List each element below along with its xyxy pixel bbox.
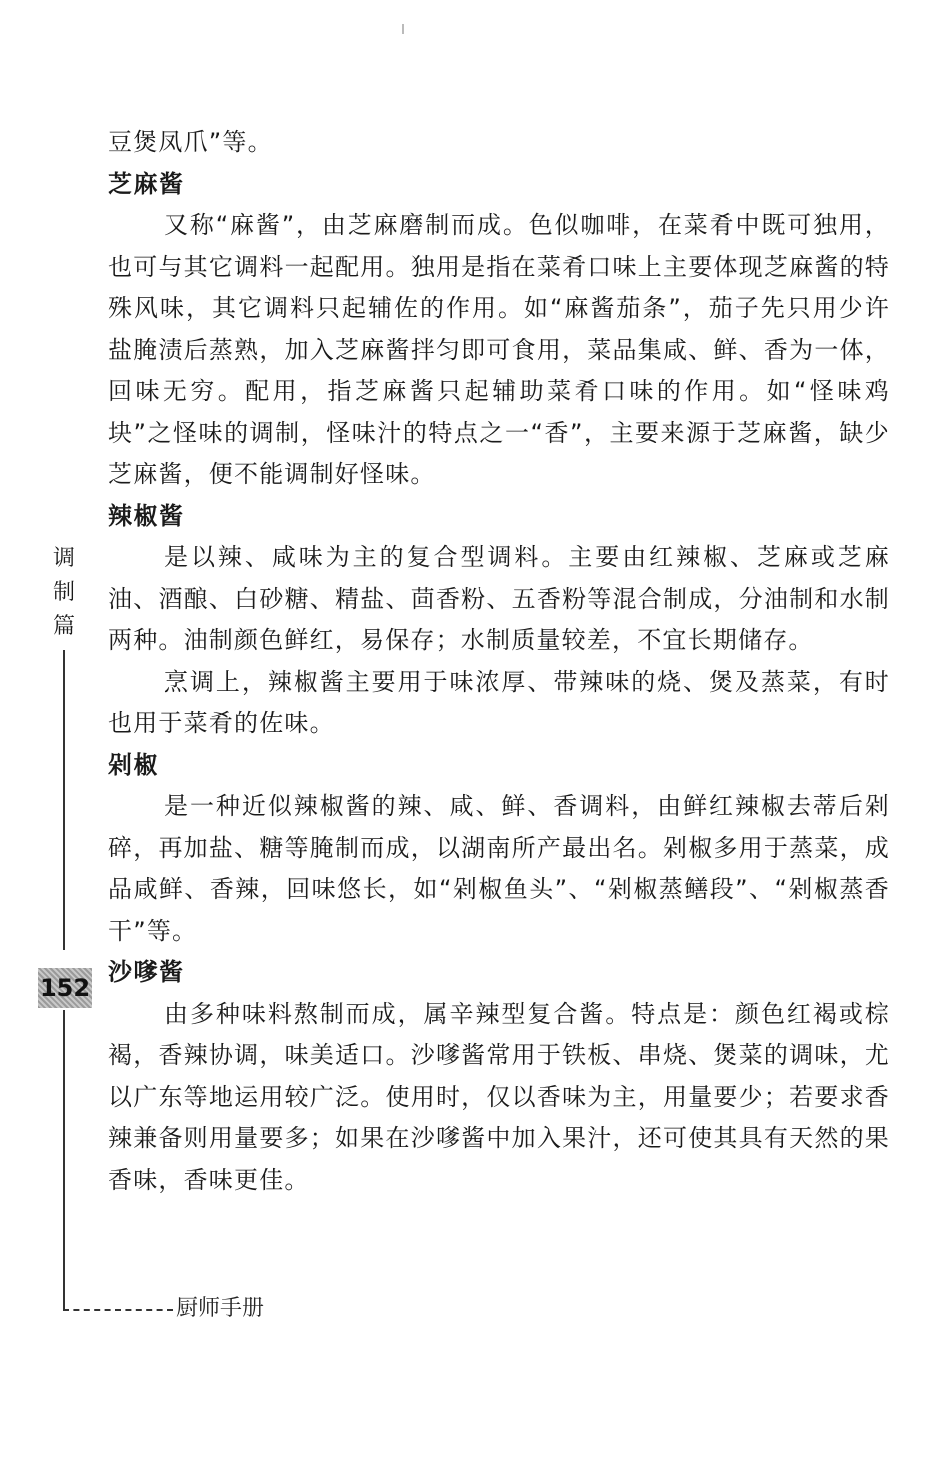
section-heading: 芝麻酱	[108, 169, 185, 198]
paragraph: 由多种味料熬制而成，属辛辣型复合酱。特点是：颜色红褐或棕褐，香辣协调，味美适口。沙嗲酱常用于铁板、串烧、煲菜的调味，尤以广东等地运用较广泛。使用时，仅以香味为主，用量要少；若要求香辣兼备则用量要多；如果在沙嗲酱中加入果汁，还可使其具有天然的果香味，香味更佳。	[108, 999, 890, 1194]
footer-book-title: 厨师手册	[176, 1296, 265, 1321]
paragraph: 烹调上，辣椒酱主要用于味浓厚、带辣味的烧、煲及蒸菜，有时也用于菜肴的佐味。	[108, 667, 890, 737]
body-text	[108, 122, 890, 1201]
section-heading: 辣椒酱	[108, 501, 185, 530]
scan-mark	[402, 24, 404, 34]
page-number: 152	[38, 968, 92, 1008]
footer-rule	[63, 1309, 173, 1311]
paragraph: 又称“麻酱”，由芝麻磨制而成。色似咖啡，在菜肴中既可独用，也可与其它调料一起配用。独用是指在菜肴口味上主要体现芝麻酱的特殊风味，其它调料只起辅佐的作用。如“麻酱茄条”，茄子先只用少许盐腌渍后蒸熟，加入芝麻酱拌匀即可食用，菜品集咸、鲜、香为一体，回味无穷。配用，指芝麻酱只起辅助菜肴口味的作用。如“怪味鸡块”之怪味的调制，怪味汁的特点之一“香”，主要来源于芝麻酱，缺少芝麻酱，便不能调制好怪味。	[108, 211, 890, 488]
side-rule	[63, 650, 65, 950]
paragraph: 豆煲凤爪”等。	[108, 128, 273, 156]
side-char: 制	[52, 580, 75, 605]
side-rule	[63, 1010, 65, 1310]
chapter-side-label	[50, 542, 78, 644]
paragraph: 是以辣、咸味为主的复合型调料。主要由红辣椒、芝麻或芝麻油、酒酿、白砂糖、精盐、茴香粉、五香粉等混合制成，分油制和水制两种。油制颜色鲜红，易保存；水制质量较差，不宜长期储存。	[108, 543, 890, 654]
section-heading: 沙嗲酱	[108, 958, 185, 986]
side-char: 篇	[52, 614, 75, 639]
paragraph: 是一种近似辣椒酱的辣、咸、鲜、香调料，由鲜红辣椒去蒂后剁碎，再加盐、糖等腌制而成，以湖南所产最出名。剁椒多用于蒸菜，成品咸鲜、香辣，回味悠长，如“剁椒鱼头”、“剁椒蒸鳝段”、“剁椒蒸香干”等。	[108, 792, 890, 945]
side-char: 调	[52, 546, 75, 571]
section-heading: 剁椒	[108, 750, 159, 779]
